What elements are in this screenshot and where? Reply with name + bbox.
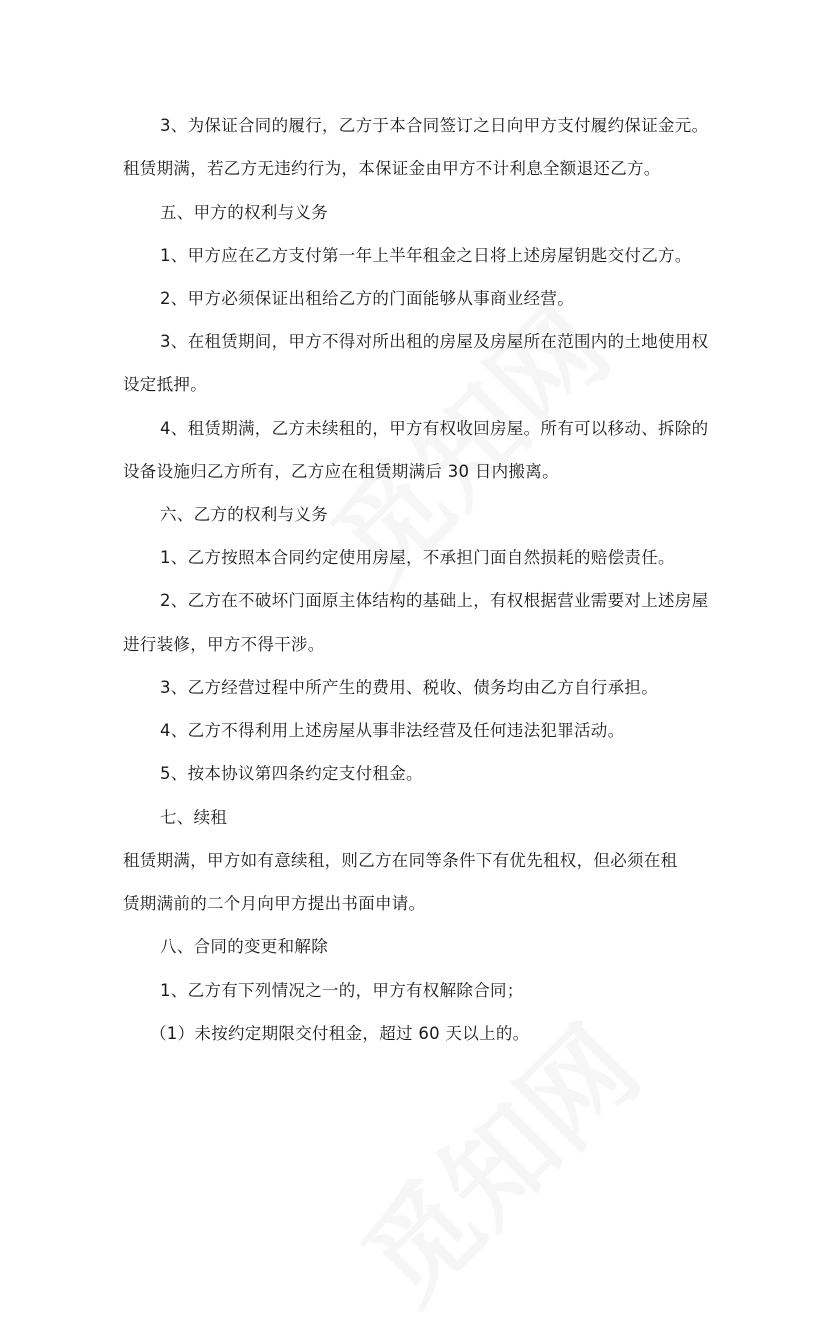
paragraph-line: 2、乙方在不破坏门面原主体结构的基础上，有权根据营业需要对上述房屋	[160, 591, 709, 610]
section-heading: 七、续租	[160, 808, 228, 827]
paragraph-line: 3、乙方经营过程中所产生的费用、税收、债务均由乙方自行承担。	[160, 678, 658, 697]
paragraph-line: 3、为保证合同的履行，乙方于本合同签订之日向甲方支付履约保证金元。	[160, 116, 709, 135]
paragraph-line: 4、租赁期满，乙方未续租的，甲方有权收回房屋。所有可以移动、拆除的	[160, 419, 709, 438]
paragraph-line: 租赁期满，若乙方无违约行为，本保证金由甲方不计利息全额退还乙方。	[123, 159, 661, 178]
section-heading: 五、甲方的权利与义务	[160, 203, 328, 222]
paragraph-line: 设定抵押。	[123, 375, 207, 394]
paragraph-line: 租赁期满，甲方如有意续租，则乙方在同等条件下有优先租权，但必须在租	[123, 851, 678, 870]
paragraph-line: 赁期满前的二个月向甲方提出书面申请。	[123, 894, 426, 913]
section-heading: 八、合同的变更和解除	[160, 937, 328, 956]
paragraph-line: 1、乙方有下列情况之一的，甲方有权解除合同；	[160, 981, 524, 1000]
paragraph-line: 3、在租赁期间，甲方不得对所出租的房屋及房屋所在范围内的土地使用权	[160, 332, 709, 351]
paragraph-line: 4、乙方不得利用上述房屋从事非法经营及任何违法犯罪活动。	[160, 721, 625, 740]
paragraph-line: 1、乙方按照本合同约定使用房屋，不承担门面自然损耗的赔偿责任。	[160, 548, 675, 567]
paragraph-line: （1）未按约定期限交付租金，超过 60 天以上的。	[150, 1024, 530, 1043]
section-heading: 六、乙方的权利与义务	[160, 505, 328, 524]
paragraph-line: 2、甲方必须保证出租给乙方的门面能够从事商业经营。	[160, 289, 574, 308]
paragraph-line: 设备设施归乙方所有，乙方应在租赁期满后 30 日内搬离。	[123, 462, 559, 481]
paragraph-line: 5、按本协议第四条约定支付租金。	[160, 764, 423, 783]
paragraph-line: 1、甲方应在乙方支付第一年上半年租金之日将上述房屋钥匙交付乙方。	[160, 246, 692, 265]
paragraph-line: 进行装修，甲方不得干涉。	[123, 635, 325, 654]
